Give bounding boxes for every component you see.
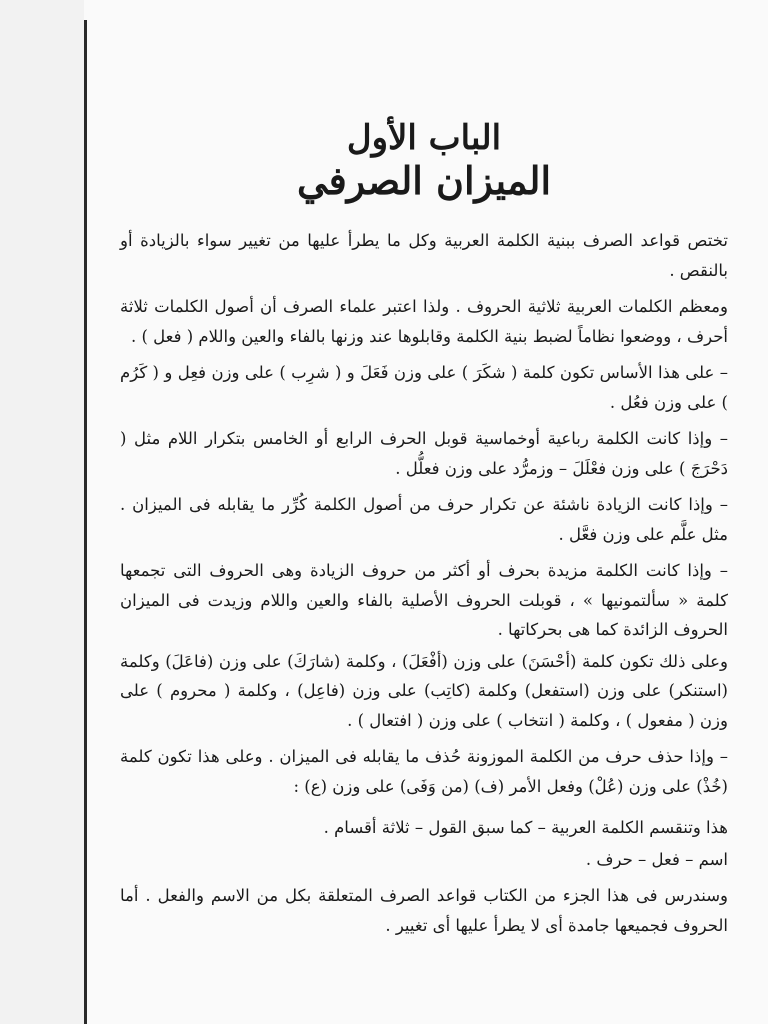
paragraph-augmented: – وإذا كانت الكلمة مزيدة بحرف أو أكثر من حروف الزيادة وهى الحروف التى تجمعها كلمة « سألتمونيها » ، قوبلت الحروف الأصلية بالفاء والعين واللام وزيدت فى الميزان الحروف الزائدة كما هى بحركاتها . — [120, 561, 728, 639]
paragraph-scope: وسندرس فى هذا الجزء من الكتاب قواعد الصرف المتعلقة بكل من الاسم والفعل . أما الحروف فجميعها جامدة أى لا يطرأ عليها أى تغيير . — [120, 886, 728, 935]
chapter-title: الباب الأول — [346, 118, 502, 158]
page-binding-edge — [84, 20, 87, 1024]
paragraph-parts-of-speech: اسم – فعل – حرف . — [585, 849, 728, 869]
paragraph-deletion: – وإذا حذف حرف من الكلمة الموزونة حُذف ما يقابله فى الميزان . وعلى هذا تكون كلمة (خُذْ) على وزن (عُلْ) وفعل الأمر (ف) (من وَفَى) على وزن (ع) : — [120, 747, 728, 796]
paragraph-doubling: – وإذا كانت الزيادة ناشئة عن تكرار حرف من أصول الكلمة كُرِّر ما يقابله فى الميزان . مثل علَّم على وزن فعَّل . — [120, 495, 728, 544]
page-gutter-shadow — [0, 0, 84, 1024]
chapter-subtitle: الميزان الصرفي — [296, 158, 552, 203]
paragraph-trilateral: ومعظم الكلمات العربية ثلاثية الحروف . ولذا اعتبر علماء الصرف أن أصول الكلمات ثلاثة أحرف ، ووضعوا نظاماً لضبط بنية الكلمة وقابلوها عند وزنها بالفاء والعين واللام ( فعل ) . — [120, 297, 728, 346]
paragraph-augmented-examples: وعلى ذلك تكون كلمة (أحْسَنَ) على وزن (أفْعَلَ) ، وكلمة (شارَكَ) على وزن (فاعَلَ) وكلمة (استنكر) على وزن (استفعل) وكلمة (كاتِب) على وزن (فاعِل) ، وكلمة ( محروم ) على وزن ( مفعول ) ، وكلمة ( انتخاب ) على وزن ( افتعال ) . — [120, 651, 728, 730]
paragraph-quadrilateral: – وإذا كانت الكلمة رباعية أوخماسية قوبل الحرف الرابع أو الخامس بتكرار اللام مثل ( دَحْرَجَ ) على وزن فعْلَلَ – وزمرُّد على وزن فعلُّل . — [120, 429, 728, 478]
paragraph-word-divisions: هذا وتنقسم الكلمة العربية – كما سبق القول – ثلاثة أقسام . — [323, 818, 728, 837]
book-page — [120, 118, 728, 947]
paragraph-intro: تختص قواعد الصرف ببنية الكلمة العربية وكل ما يطرأ عليها من تغيير سواء بالزيادة أو بالنقص . — [120, 231, 728, 280]
paragraph-examples: – على هذا الأساس تكون كلمة ( شكَرَ ) على وزن فَعَلَ و ( شرِب ) على وزن فعِل و ( كَرُم ) على وزن فعُل . — [120, 363, 728, 412]
